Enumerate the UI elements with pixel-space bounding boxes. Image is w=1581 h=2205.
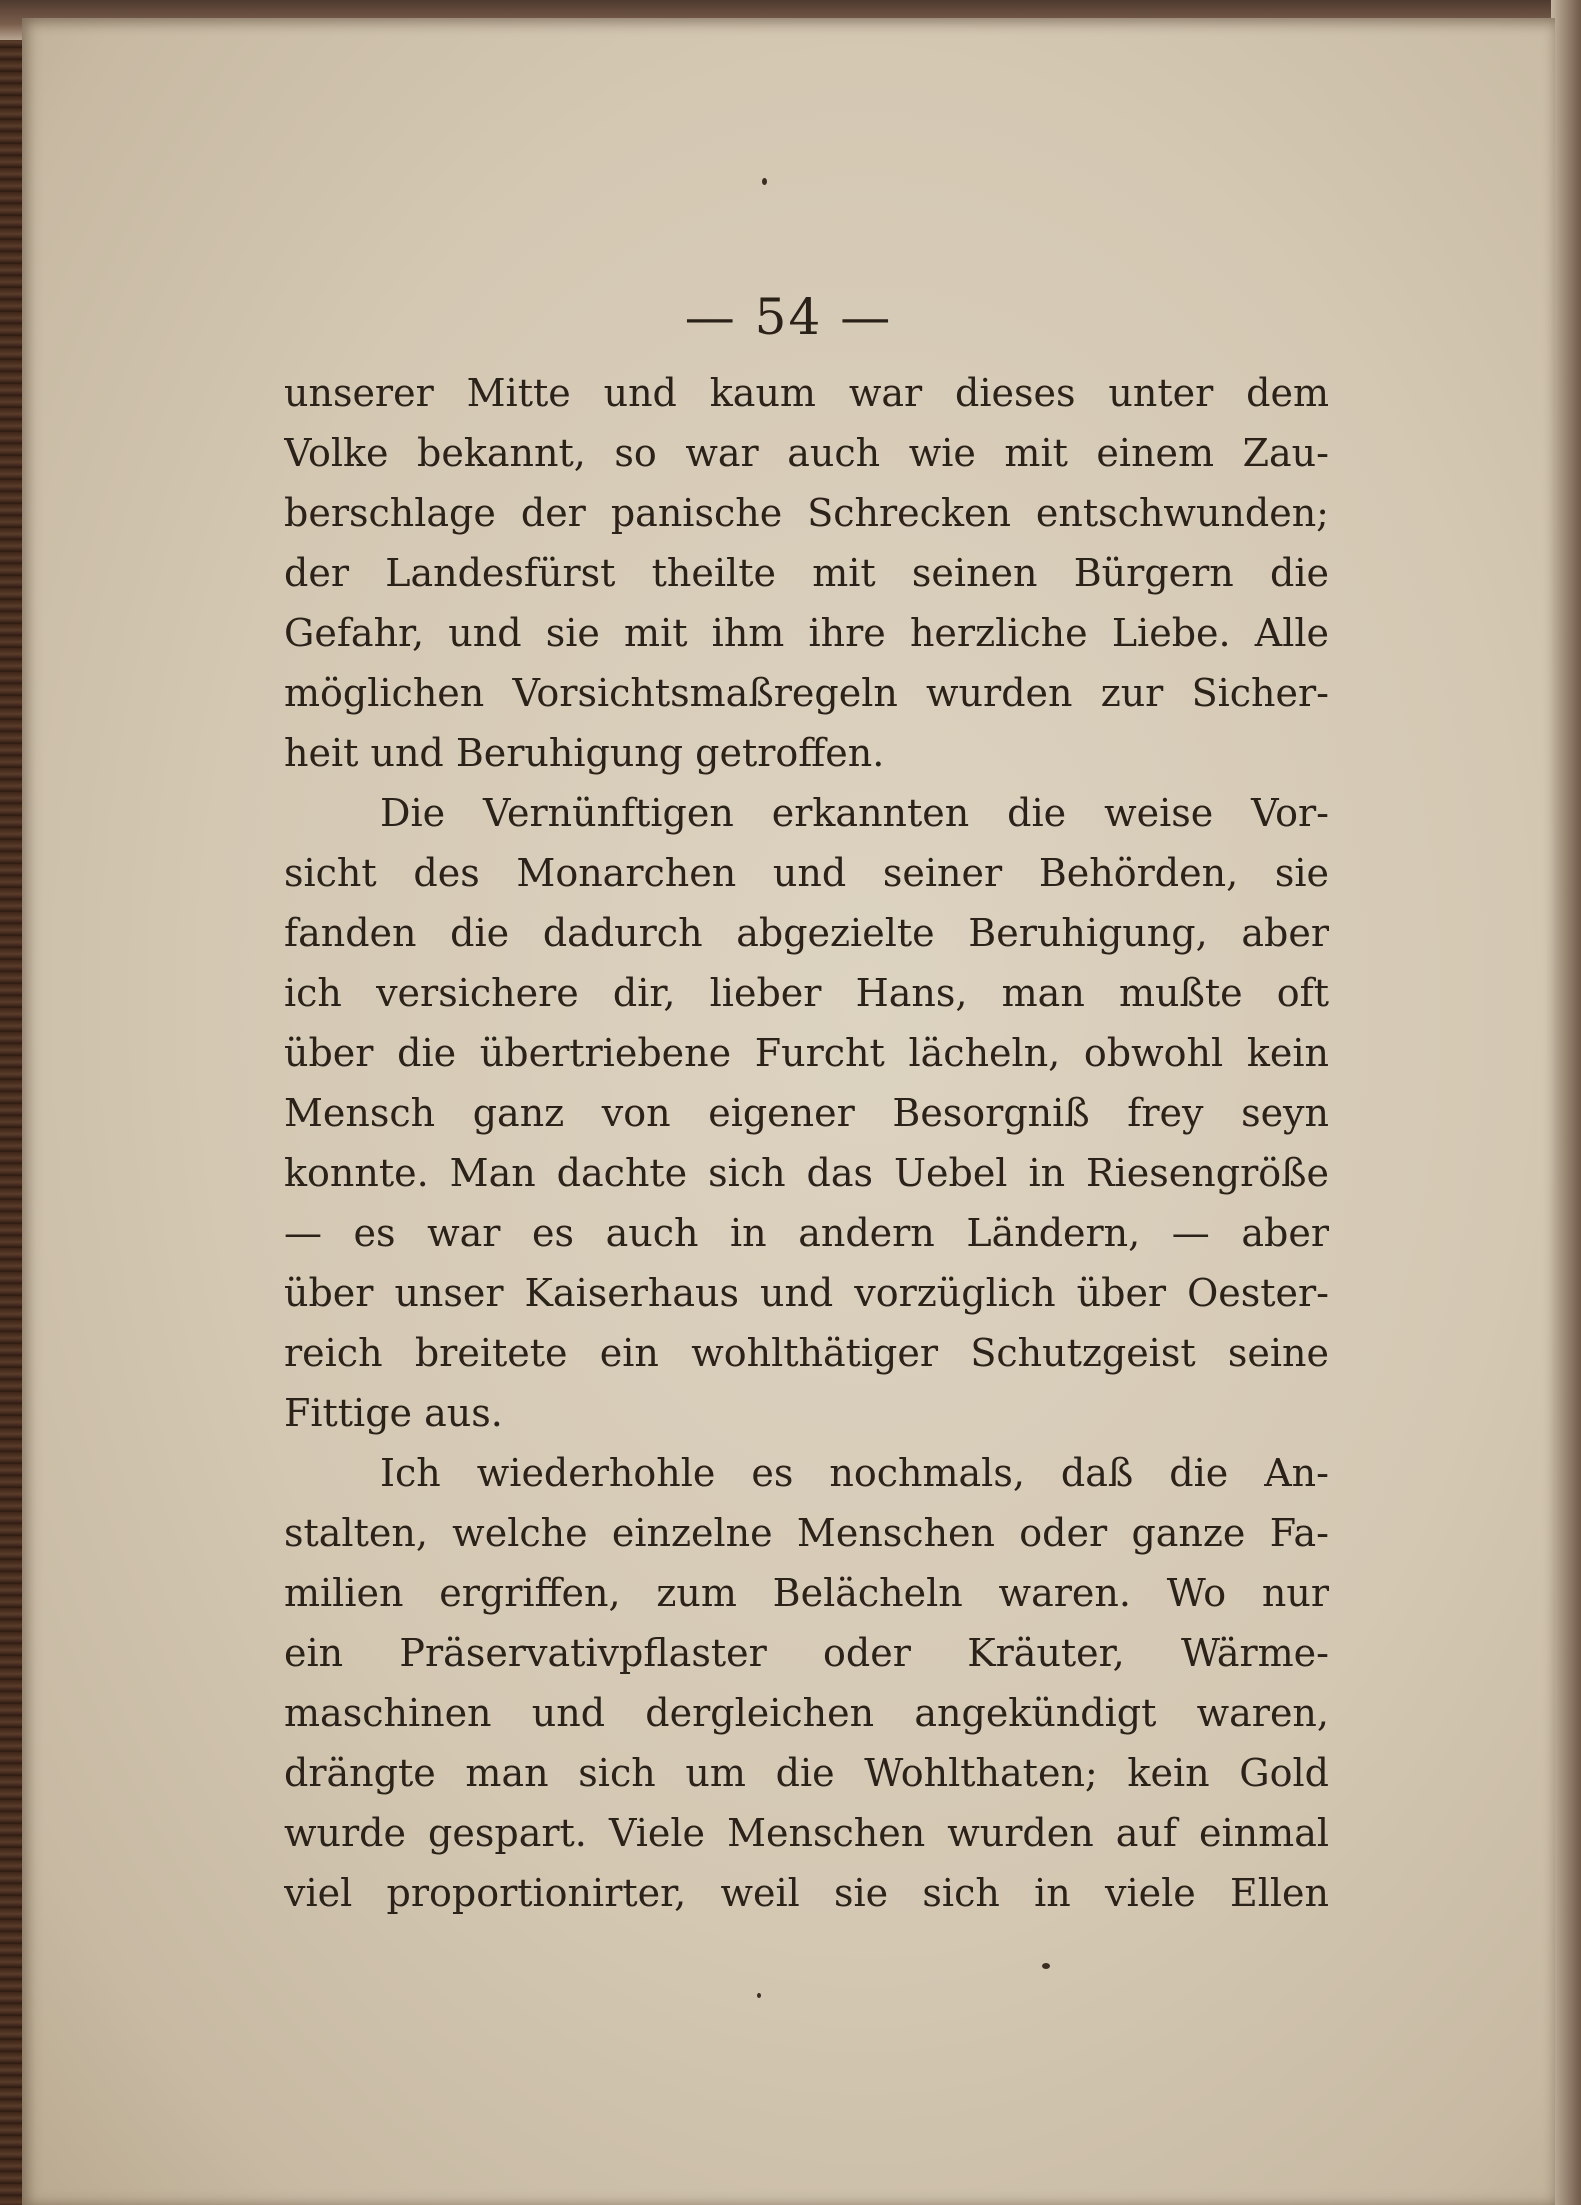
- text-line: über die übertriebene Furcht lächeln, obwohl kein: [284, 1031, 1329, 1075]
- text-line: sicht des Monarchen und seiner Behörden, sie: [284, 851, 1329, 895]
- text-line: maschinen und dergleichen angekündigt waren,: [284, 1691, 1329, 1735]
- text-line: unserer Mitte und kaum war dieses unter dem: [284, 371, 1329, 415]
- text-line: Fittige aus.: [284, 1391, 503, 1435]
- text-line: drängte man sich um die Wohlthaten; kein Gold: [284, 1751, 1329, 1795]
- text-line: berschlage der panische Schrecken entschwunden;: [284, 491, 1329, 535]
- text-line: wurde gespart. Viele Menschen wurden auf einmal: [284, 1811, 1329, 1855]
- text-line: ein Präservativpflaster oder Kräuter, Wärme-: [284, 1631, 1329, 1675]
- ink-speck: [757, 1993, 761, 1998]
- book-right-edge: [1551, 0, 1581, 2205]
- text-line: Ich wiederhohle es nochmals, daß die An-: [380, 1451, 1329, 1495]
- text-line: reich breitete ein wohlthätiger Schutzgeist seine: [284, 1331, 1329, 1375]
- ink-speck: [1042, 1963, 1050, 1969]
- text-line: stalten, welche einzelne Menschen oder ganze Fa-: [284, 1511, 1329, 1555]
- text-line: heit und Beruhigung getroffen.: [284, 731, 885, 775]
- text-line: fanden die dadurch abgezielte Beruhigung, aber: [284, 911, 1329, 955]
- body-text: [284, 363, 1329, 1923]
- text-line: Gefahr, und sie mit ihm ihre herzliche Liebe. Alle: [284, 611, 1329, 655]
- text-line: Mensch ganz von eigener Besorgniß frey seyn: [284, 1091, 1329, 1135]
- ink-speck: [762, 178, 767, 185]
- text-line: viel proportionirter, weil sie sich in viele Ellen: [284, 1871, 1329, 1915]
- text-line: der Landesfürst theilte mit seinen Bürgern die: [284, 551, 1329, 595]
- text-line: — es war es auch in andern Ländern, — aber: [284, 1211, 1329, 1255]
- text-line: Die Vernünftigen erkannten die weise Vor-: [380, 791, 1329, 835]
- text-line: über unser Kaiserhaus und vorzüglich über Oester-: [284, 1271, 1329, 1315]
- text-line: konnte. Man dachte sich das Uebel in Riesengröße: [284, 1151, 1329, 1195]
- text-line: ich versichere dir, lieber Hans, man mußte oft: [284, 971, 1329, 1015]
- text-line: möglichen Vorsichtsmaßregeln wurden zur Sicher-: [284, 671, 1329, 715]
- text-line: milien ergriffen, zum Belächeln waren. Wo nur: [284, 1571, 1329, 1615]
- page-number: — 54 —: [684, 288, 893, 346]
- paper-page: [22, 18, 1555, 2205]
- text-line: Volke bekannt, so war auch wie mit einem Zau-: [284, 431, 1329, 475]
